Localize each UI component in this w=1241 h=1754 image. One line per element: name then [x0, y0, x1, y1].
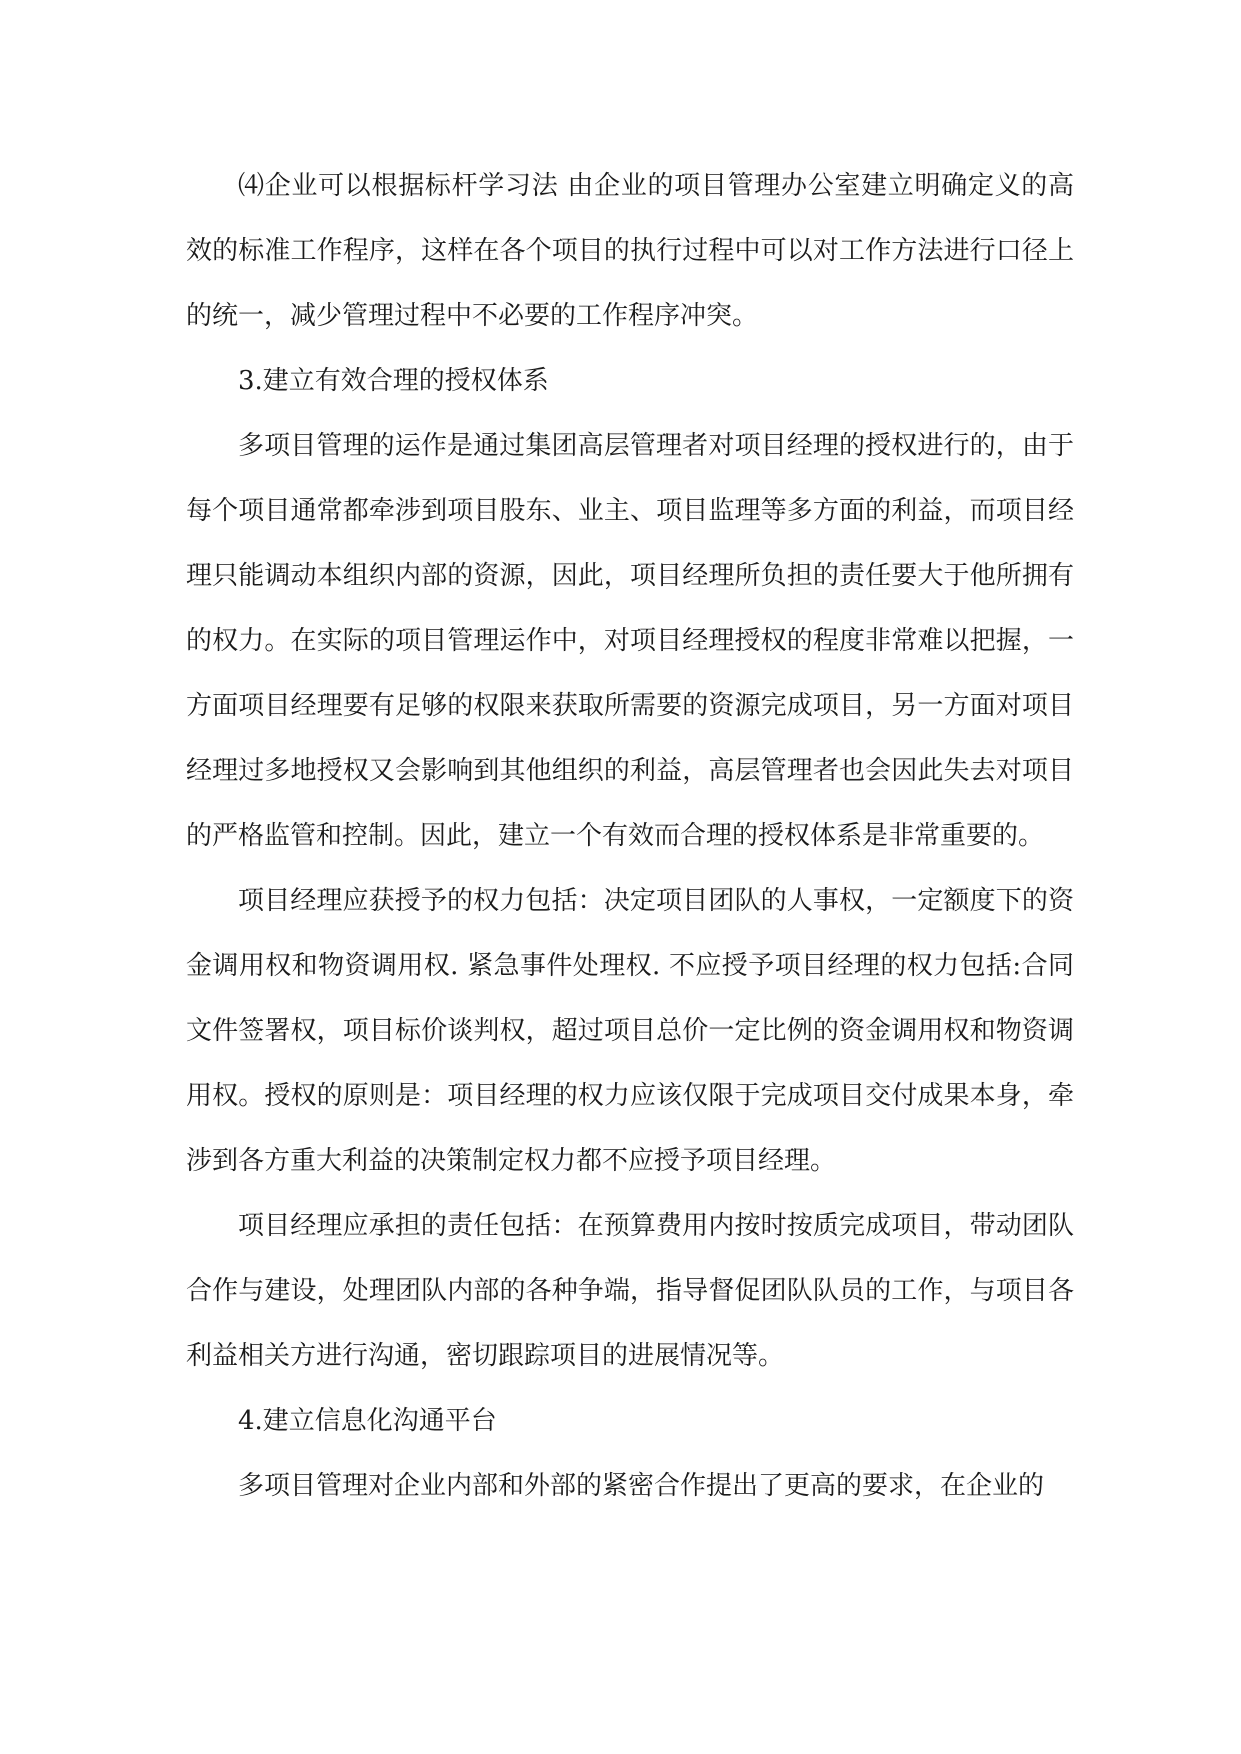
- paragraph-communication-intro: 多项目管理对企业内部和外部的紧密合作提出了更高的要求，在企业的: [238, 1471, 1045, 1501]
- section-heading-communication-platform: 4.建立信息化沟通平台: [238, 1406, 497, 1436]
- paragraph-manager-powers: 项目经理应获授予的权力包括：决定项目团队的人事权，一定额度下的资金调用权和物资调用权. 紧急事件处理权. 不应授予项目经理的权力包括:合同文件签署权，项目标价谈判权，超过项目总价一定比例的资金调用权和物资调用权。授权的原则是：项目经理的权力应该仅限于完成项目交付成果本身，牵涉到各方重大利益的决策制定权力都不应授予项目经理。: [186, 886, 1074, 1176]
- paragraph-manager-responsibilities: 项目经理应承担的责任包括：在预算费用内按时按质完成项目，带动团队合作与建设，处理团队内部的各种争端，指导督促团队队员的工作，与项目各利益相关方进行沟通，密切跟踪项目的进展情况等。: [186, 1211, 1074, 1371]
- section-heading-authorization-system: 3.建立有效合理的授权体系: [238, 366, 549, 396]
- document-body: [186, 154, 1074, 1519]
- paragraph-authorization-overview: 多项目管理的运作是通过集团高层管理者对项目经理的授权进行的，由于每个项目通常都牵涉到项目股东、业主、项目监理等多方面的利益，而项目经理只能调动本组织内部的资源，因此，项目经理所负担的责任要大于他所拥有的权力。在实际的项目管理运作中，对项目经理授权的程度非常难以把握，一方面项目经理要有足够的权限来获取所需要的资源完成项目，另一方面对项目经理过多地授权又会影响到其他组织的利益，高层管理者也会因此失去对项目的严格监管和控制。因此，建立一个有效而合理的授权体系是非常重要的。: [186, 431, 1074, 851]
- paragraph-benchmark-procedure: ⑷企业可以根据标杆学习法 由企业的项目管理办公室建立明确定义的高效的标准工作程序，这样在各个项目的执行过程中可以对工作方法进行口径上的统一，减少管理过程中不必要的工作程序冲突。: [186, 171, 1074, 331]
